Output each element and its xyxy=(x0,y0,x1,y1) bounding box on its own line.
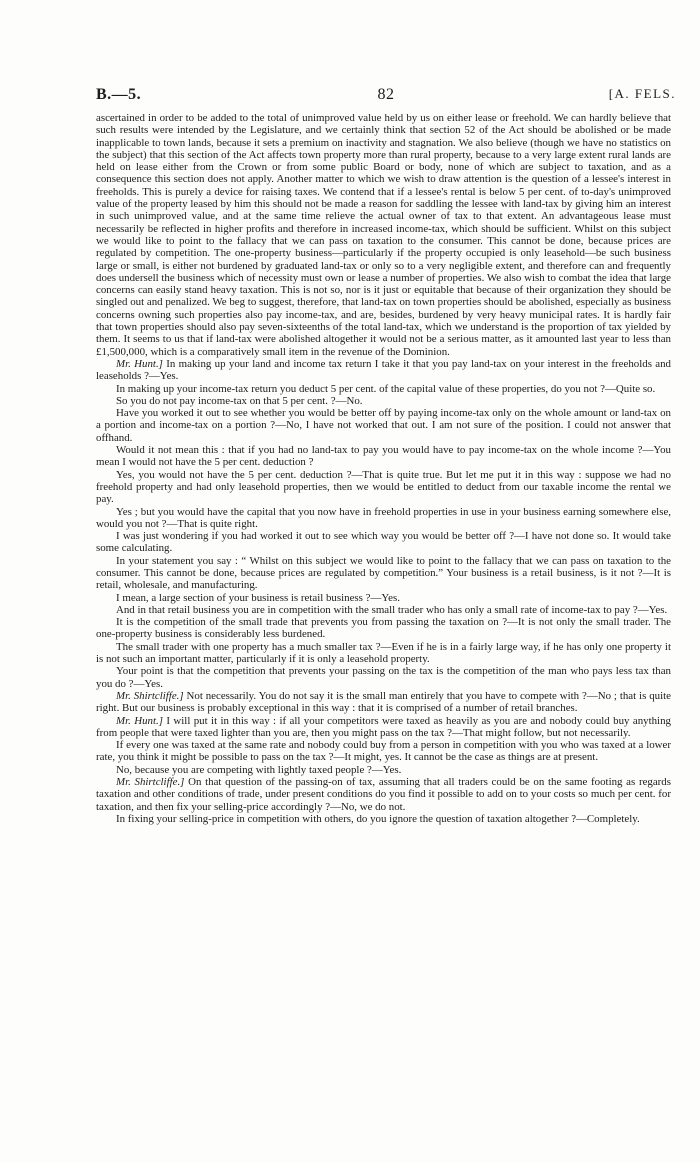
paragraph: If every one was taxed at the same rate and nobody could buy from a person in competition with you who was taxed at a lower rate, you think it might be possible to pass on the tax ?—It might, yes. It cannot be the case as things are at present. xyxy=(96,739,671,764)
paragraph: Mr. Shirtcliffe.] On that question of the passing-on of tax, assuming that all traders could be on the same footing as regards taxation and other conditions of trade, under present conditions do you find it possible to add on to your costs so much per cent. for taxation, and then fix your selling-price accordingly ?—No, we do not. xyxy=(96,776,671,813)
paragraph: In fixing your selling-price in competition with others, do you ignore the question of taxation altogether ?—Completely. xyxy=(116,812,640,825)
paragraph: So you do not pay income-tax on that 5 per cent. ?—No. xyxy=(116,394,363,407)
paragraph: And in that retail business you are in competition with the small trader who has only a small rate of income-tax to pay ?—Yes. xyxy=(116,603,668,616)
document-reference: B.—5. xyxy=(96,86,142,103)
paragraph: I mean, a large section of your business is retail business ?—Yes. xyxy=(116,591,400,604)
paragraph: Mr. Shirtcliffe.] Not necessarily. You do not say it is the small man entirely that you have to compete with ?—No ; that is quite right. But our business is probably exceptional in this way : that it is comprised of a number of retail branches. xyxy=(96,689,671,715)
paragraph: Have you worked it out to see whether you would be better off by paying income-tax only on the whole amount or land-tax on a portion and income-tax on a portion ?—No, I have not worked that out. I am not sure of the position. I could not answer that offhand. xyxy=(96,407,671,444)
paragraph: Your point is that the competition that prevents your passing on the tax is the competition of the man who pays less tax than you do ?—Yes. xyxy=(96,665,671,690)
page-header xyxy=(96,86,676,108)
speaker-label: Mr. Shirtcliffe.] xyxy=(116,776,185,789)
page-body xyxy=(96,112,671,825)
paragraph: Yes, you would not have the 5 per cent. deduction ?—That is quite true. But let me put it in this way : suppose we had no freehold property and had only leasehold properties, then we would be entitled to deduct from our taxable income the rental we pay. xyxy=(96,468,671,506)
paragraph: It is the competition of the small trade that prevents you from passing the taxation on ?—It is not only the small trader. The one-property business is considerably less burdened. xyxy=(96,616,671,641)
paragraph: In your statement you say : “ Whilst on this subject we would like to point to the fallacy that we can pass on taxation to the consumer. This cannot be done, because prices are regulated by competition.” Your business is a retail business, is it not ?—It is retail, wholesale, and manufacturing. xyxy=(96,554,671,592)
paragraph: Would it not mean this : that if you had no land-tax to pay you would have to pay income-tax on the whole income ?—You mean I would not have the 5 per cent. deduction ? xyxy=(96,444,671,469)
page-number: 82 xyxy=(377,86,395,103)
speaker-label: Mr. Hunt.] xyxy=(116,714,163,727)
paragraph: The small trader with one property has a much smaller tax ?—Even if he is in a fairly large way, if he has only one property it is not such an important matter, particularly if it is only a leasehold property. xyxy=(96,640,671,666)
paragraph: I was just wondering if you had worked it out to see which way you would be better off ?—I have not done so. It would take some calculating. xyxy=(96,530,671,555)
paragraph: In making up your income-tax return you deduct 5 per cent. of the capital value of these properties, do you not ?—Quite so. xyxy=(116,382,656,395)
witness-name: [A. FELS. xyxy=(608,86,676,101)
paragraph: Mr. Hunt.] I will put it in this way : if all your competitors were taxed as heavily as you are and nobody could buy anything from people that were taxed lighter than you are, then you might pass on the tax ?—That might follow, but not necessarily. xyxy=(96,714,671,739)
paragraph: Mr. Hunt.] In making up your land and income tax return I take it that you pay land-tax on your interest in the freeholds and leaseholds ?—Yes. xyxy=(96,357,671,383)
speaker-label: Mr. Shirtcliffe.] xyxy=(116,689,184,702)
paragraph: No, because you are competing with lightly taxed people ?—Yes. xyxy=(116,763,402,776)
speaker-label: Mr. Hunt.] xyxy=(116,357,163,370)
paragraph: ascertained in order to be added to the total of unimproved value held by us on either lease or freehold. We can hardly believe that such results were intended by the Legislature, and we certainly think that section 52 of the Act should be abolished or be made inapplicable to town lands, because it sets a premium on inactivity and stagnation. We also believe (though we have no statistics on the subject) that this section of the Act affects town property more than rural property, because to a very large extent rural lands are held on lease either from the Crown or from some public Board or body, none of which are subject to taxation, and as a consequence this section does not apply. Another matter to which we wish to draw attention is the question of a lessee's interest in freeholds. This is purely a device for raising taxes. We contend that if a lessee's rental is below 5 per cent. of to-day's unimproved value of the property leased by him this should not be made a reason for saddling the lessee with land-tax by giving him an interest in such unimproved value, and at the same time relieve the actual owner of tax to that extent. An advantageous lease must necessarily be reflected in higher profits and therefore in increased income-tax, which should be sufficient. Whilst on this subject we would like to point to the fallacy that we can pass on taxation to the consumer. This cannot be done, because prices are regulated by competition. The one-property business—particularly if the property occupied is only leasehold—be such business large or small, is either not burdened by graduated land-tax or only so to a very negligible extent, and therefore can and frequently does undersell the business which of necessity must own or lease a number of properties. We also wish to combat the idea that large concerns can easily stand heavy taxation. This is not so, nor is it just or equitable that because of their organization they should be singled out and penalized. We beg to suggest, therefore, that land-tax on town properties should be abolished, especially as business concerns owning such properties also pay income-tax, and are, besides, burdened by very heavy municipal rates. It is hardly fair that town properties should also pay seven-sixteenths of the total land-tax, which we understand is the proportion of tax yielded by them. It seems to us that if land-tax were abolished altogether it would not be a serious matter, as it amounted last year to less than £1,500,000, which is a comparatively small item in the revenue of the Dominion. xyxy=(96,112,671,358)
paragraph: Yes ; but you would have the capital that you now have in freehold properties in use in your business earning somewhere else, would you not ?—That is quite right. xyxy=(96,505,671,530)
